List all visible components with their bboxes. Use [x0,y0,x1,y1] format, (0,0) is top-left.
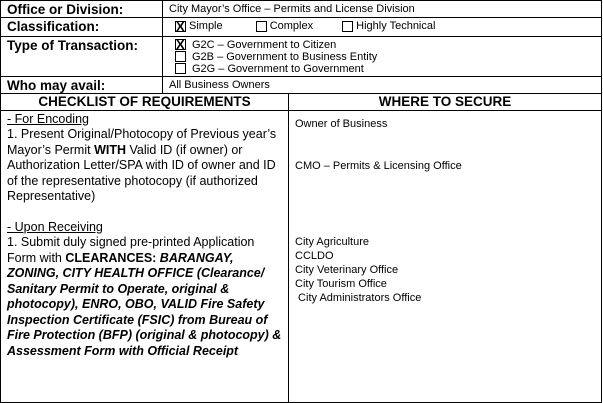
transaction-g2b-label: G2B – Government to Business Entity [192,50,378,63]
checkbox-checked-icon[interactable] [175,21,186,32]
transaction-row [1,36,602,76]
receiving-heading: - Upon Receiving [7,219,103,234]
who-value: All Business Owners [163,76,602,93]
checklist-cell [1,110,289,402]
spacer [295,173,601,235]
classification-highly-technical[interactable] [342,19,435,33]
classification-complex-label: Complex [269,20,314,32]
transaction-g2c-label: G2C – Government to Citizen [192,38,337,51]
requirements-header-row [1,93,602,110]
where-owner: Owner of Business [295,117,388,130]
transaction-g2c[interactable] [175,39,601,51]
transaction-options [163,36,602,76]
transaction-g2g[interactable] [175,63,601,75]
classification-label: Classification: [1,18,163,37]
transaction-label: Type of Transaction: [1,36,163,76]
receiving-text-clearances: CLEARANCES: [65,250,157,265]
encoding-text-with: WITH [94,142,126,157]
where-list-item: CCLDO [295,249,334,262]
classification-highly-technical-label: Highly Technical [356,20,436,32]
where-list-item: City Veterinary Office [295,263,399,276]
encoding-text-a: 1. Present Original/Photocopy of Previous year’s Mayor’s Permit [7,127,277,157]
who-row [1,76,602,93]
where-list-item: City Agriculture [295,235,369,248]
where-list-item: City Administrators Office [295,291,422,304]
checkbox-icon[interactable] [175,51,186,62]
encoding-text-b: Valid ID (if owner) or Authorization Letter/SPA with ID of owner and ID of the representative photocopy (if authorized Representative) [7,142,276,203]
who-label: Who may avail: [1,76,163,93]
classification-simple[interactable] [175,19,223,33]
encoding-heading: - For Encoding [7,111,89,126]
checkbox-icon[interactable] [342,21,353,32]
classification-complex[interactable] [256,19,313,33]
office-value: City Mayor’s Office – Permits and License Division [163,1,602,18]
office-row [1,1,602,18]
office-label: Office or Division: [1,1,163,18]
checkbox-checked-icon[interactable] [175,39,186,50]
transaction-g2g-label: G2G – Government to Government [192,62,364,75]
classification-simple-label: Simple [189,20,223,32]
spacer [7,205,282,220]
encoding-requirement [7,127,282,205]
spacer [295,131,601,159]
where-header: WHERE TO SECURE [289,93,602,110]
requirements-body-row [1,110,602,402]
where-cell [289,110,602,402]
checkbox-icon[interactable] [256,21,267,32]
checklist-header: CHECKLIST OF REQUIREMENTS [1,93,289,110]
where-list-item: City Tourism Office [295,277,387,290]
transaction-g2b[interactable] [175,51,601,63]
classification-row [1,18,602,37]
receiving-requirement [7,235,282,359]
checkbox-icon[interactable] [175,63,186,74]
receiving-text-a: 1. Submit duly signed pre-printed Application Form with [7,235,255,265]
where-cmo: CMO – Permits & Licensing Office [295,159,462,172]
classification-options [163,18,602,37]
receiving-text-b: BARANGAY, ZONING, CITY HEALTH OFFICE (Clearance/ Sanitary Permit to Operate, original & photocopy), ENRO, OBO, VALID Fire Safety Inspection Certificate (FSIC) from Bureau of Fire Protection (BFP) (original & photocopy) & Assessment Form with Official Receipt [7,250,282,358]
